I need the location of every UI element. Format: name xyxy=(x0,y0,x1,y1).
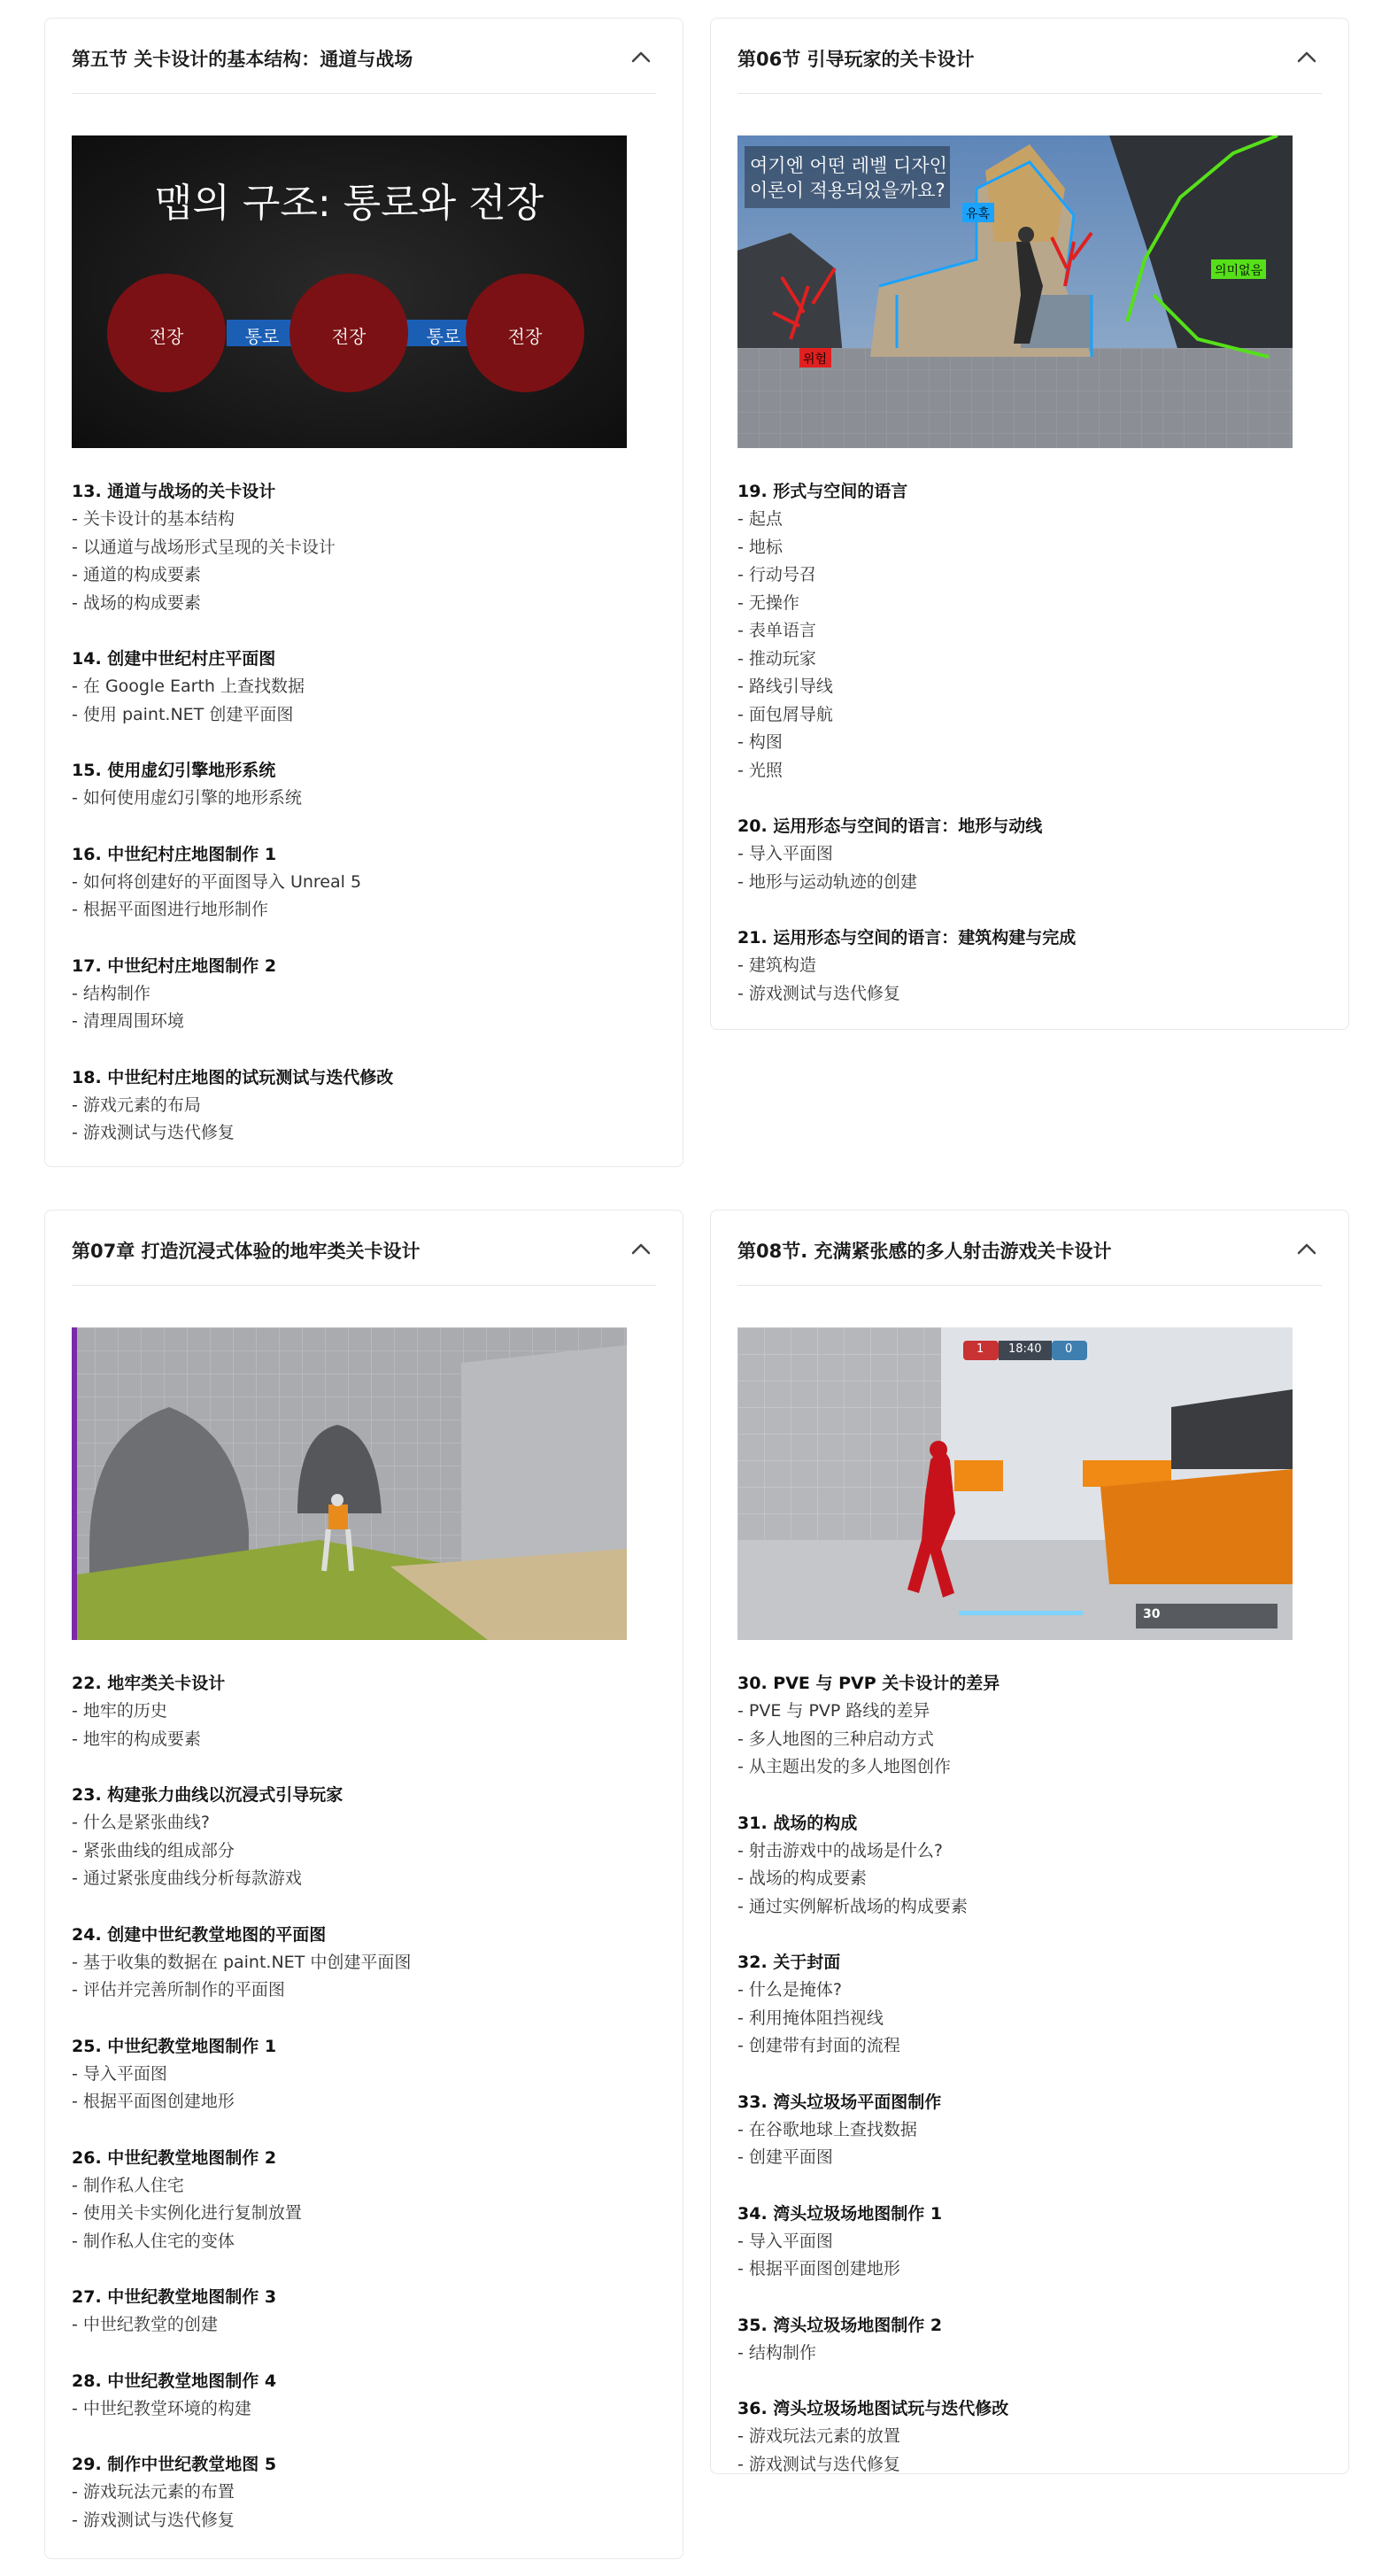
lesson-topic: - 游戏测试与迭代修复 xyxy=(737,2451,1322,2479)
lesson-topic: - 什么是掩体? xyxy=(737,1976,1322,2005)
lesson-topic: - 通过实例解析战场的构成要素 xyxy=(737,1893,1322,1922)
lesson-title[interactable]: 14. 创建中世纪村庄平面图 xyxy=(72,649,276,669)
lesson-block xyxy=(72,1922,656,2005)
lesson-topic: - 表单语言 xyxy=(737,617,1322,646)
lesson-topic: - 导入平面图 xyxy=(737,840,1322,869)
lesson-topic: - 地标 xyxy=(737,534,1322,562)
thumb-heading: 맵의 구조: 통로와 전장 xyxy=(154,181,544,226)
chevron-up-icon[interactable] xyxy=(1292,1234,1322,1264)
lesson-topic: - 在谷歌地球上查找数据 xyxy=(737,2116,1322,2145)
lesson-title[interactable]: 25. 中世纪教堂地图制作 1 xyxy=(72,2036,277,2056)
lesson-title[interactable]: 20. 运用形态与空间的语言：地形与动线 xyxy=(737,816,1043,836)
lesson-topic: - 什么是紧张曲线? xyxy=(72,1809,656,1837)
lesson-topic: - 使用关卡实例化进行复制放置 xyxy=(72,2200,656,2228)
lesson-topic: - 创建平面图 xyxy=(737,2144,1322,2172)
section-title: 第五节 关卡设计的基本结构：通道与战场 xyxy=(72,49,413,70)
chevron-up-icon[interactable] xyxy=(1292,42,1322,72)
lesson-title[interactable]: 17. 中世纪村庄地图制作 2 xyxy=(72,955,277,976)
lesson-topic: - 通道的构成要素 xyxy=(72,561,656,590)
lesson-topic: - 如何将创建好的平面图导入 Unreal 5 xyxy=(72,869,656,897)
lesson-block xyxy=(72,1670,656,1753)
section-thumbnail xyxy=(72,135,627,448)
lesson-list xyxy=(737,1670,1322,2479)
lesson-block xyxy=(72,953,656,1036)
tag-lure: 유혹 xyxy=(966,207,991,221)
lesson-topic: - 结构制作 xyxy=(737,2340,1322,2368)
lesson-topic: - 从主题出发的多人地图创作 xyxy=(737,1753,1322,1782)
lesson-title[interactable]: 33. 湾头垃圾场平面图制作 xyxy=(737,2092,942,2112)
lesson-block xyxy=(737,813,1322,896)
lesson-block xyxy=(737,1949,1322,2061)
lesson-topic: - 地牢的历史 xyxy=(72,1698,656,1726)
chevron-up-icon[interactable] xyxy=(626,1234,656,1264)
lesson-topic: - 关卡设计的基本结构 xyxy=(72,506,656,534)
lesson-block xyxy=(737,2395,1322,2479)
lesson-title[interactable]: 18. 中世纪村庄地图的试玩测试与迭代修改 xyxy=(72,1067,394,1087)
lesson-topic: - 紧张曲线的组成部分 xyxy=(72,1837,656,1866)
section-header[interactable] xyxy=(737,19,1322,94)
lesson-topic: - 战场的构成要素 xyxy=(737,1865,1322,1893)
lesson-topic: - 制作私人住宅的变体 xyxy=(72,2228,656,2256)
section-header[interactable] xyxy=(72,19,656,94)
lesson-title[interactable]: 28. 中世纪教堂地图制作 4 xyxy=(72,2371,277,2391)
lesson-block xyxy=(72,478,656,617)
lesson-block xyxy=(72,841,656,924)
tag-meaningless: 의미없음 xyxy=(1215,264,1263,278)
lesson-topic: - 战场的构成要素 xyxy=(72,590,656,618)
lesson-list xyxy=(737,478,1322,1008)
lesson-block xyxy=(72,2284,656,2340)
lesson-block xyxy=(72,1064,656,1148)
lesson-topic: - 通过紧张度曲线分析每款游戏 xyxy=(72,1865,656,1893)
lesson-block xyxy=(737,924,1322,1008)
section-card-8 xyxy=(710,1210,1349,2474)
lesson-block xyxy=(72,1782,656,1893)
lesson-title[interactable]: 30. PVE 与 PVP 关卡设计的差异 xyxy=(737,1674,1000,1693)
section-thumbnail xyxy=(72,1327,627,1640)
lesson-block xyxy=(72,646,656,729)
lesson-topic: - 路线引导线 xyxy=(737,673,1322,701)
lesson-topic: - 多人地图的三种启动方式 xyxy=(737,1726,1322,1754)
lesson-block xyxy=(72,2451,656,2534)
ammo-count: 30 xyxy=(1143,1607,1161,1621)
lesson-topic: - 根据平面图创建地形 xyxy=(72,2088,656,2116)
lesson-topic: - 结构制作 xyxy=(72,980,656,1009)
lesson-title[interactable]: 15. 使用虚幻引擎地形系统 xyxy=(72,761,276,780)
lesson-topic: - 创建带有封面的流程 xyxy=(737,2032,1322,2061)
lesson-topic: - 基于收集的数据在 paint.NET 中创建平面图 xyxy=(72,1949,656,1977)
lesson-block xyxy=(737,1810,1322,1922)
lesson-topic: - 利用掩体阻挡视线 xyxy=(737,2005,1322,2033)
thumb-line-2: 이론이 적용되었을까요? xyxy=(750,180,946,201)
lesson-title[interactable]: 32. 关于封面 xyxy=(737,1953,841,1972)
passage-label: 통로 xyxy=(244,326,280,347)
battle-label: 전장 xyxy=(331,326,367,347)
lesson-topic: - 行动号召 xyxy=(737,561,1322,590)
lesson-topic: - 制作私人住宅 xyxy=(72,2172,656,2201)
lesson-title[interactable]: 23. 构建张力曲线以沉浸式引导玩家 xyxy=(72,1785,344,1805)
lesson-block xyxy=(737,1670,1322,1782)
lesson-topic: - 构图 xyxy=(737,729,1322,757)
lesson-topic: - PVE 与 PVP 路线的差异 xyxy=(737,1698,1322,1726)
section-header[interactable] xyxy=(72,1211,656,1286)
lesson-block xyxy=(72,2033,656,2116)
battle-label: 전장 xyxy=(149,326,184,347)
battle-label: 전장 xyxy=(507,326,543,347)
lesson-block xyxy=(72,2368,656,2424)
lesson-block xyxy=(737,2312,1322,2368)
lesson-title[interactable]: 34. 湾头垃圾场地图制作 1 xyxy=(737,2203,943,2224)
section-title: 第06节 引导玩家的关卡设计 xyxy=(737,49,975,70)
section-card-5 xyxy=(44,18,683,1167)
lesson-topic: - 如何使用虚幻引擎的地形系统 xyxy=(72,785,656,813)
lesson-block xyxy=(737,478,1322,785)
lesson-title[interactable]: 13. 通道与战场的关卡设计 xyxy=(72,482,276,501)
lesson-title[interactable]: 16. 中世纪村庄地图制作 1 xyxy=(72,844,277,864)
section-header[interactable] xyxy=(737,1211,1322,1286)
lesson-title[interactable]: 22. 地牢类关卡设计 xyxy=(72,1674,226,1693)
lesson-topic: - 起点 xyxy=(737,506,1322,534)
lesson-topic: - 在 Google Earth 上查找数据 xyxy=(72,673,656,701)
lesson-topic: - 游戏元素的布局 xyxy=(72,1092,656,1120)
lesson-topic: - 根据平面图创建地形 xyxy=(737,2255,1322,2284)
section-title: 第08节. 充满紧张感的多人射击游戏关卡设计 xyxy=(737,1241,1112,1262)
lesson-topic: - 推动玩家 xyxy=(737,646,1322,674)
lesson-topic: - 建筑构造 xyxy=(737,952,1322,980)
lesson-topic: - 面包屑导航 xyxy=(737,701,1322,730)
section-title: 第07章 打造沉浸式体验的地牢类关卡设计 xyxy=(72,1241,421,1262)
lesson-topic: - 使用 paint.NET 创建平面图 xyxy=(72,701,656,730)
lesson-topic: - 地形与运动轨迹的创建 xyxy=(737,869,1322,897)
lesson-title[interactable]: 29. 制作中世纪教堂地图 5 xyxy=(72,2455,277,2474)
chevron-up-icon[interactable] xyxy=(626,42,656,72)
lesson-topic: - 光照 xyxy=(737,757,1322,785)
lesson-topic: - 游戏玩法元素的布置 xyxy=(72,2479,656,2507)
lesson-topic: - 游戏测试与迭代修复 xyxy=(72,1119,656,1148)
lesson-block xyxy=(737,2201,1322,2284)
lesson-title[interactable]: 19. 形式与空间的语言 xyxy=(737,482,908,501)
lesson-topic: - 游戏玩法元素的放置 xyxy=(737,2423,1322,2451)
lesson-title[interactable]: 26. 中世纪教堂地图制作 2 xyxy=(72,2147,277,2168)
lesson-topic: - 评估并完善所制作的平面图 xyxy=(72,1976,656,2005)
passage-label: 통로 xyxy=(426,326,461,347)
lesson-block xyxy=(72,2145,656,2256)
lesson-topic: - 导入平面图 xyxy=(72,2061,656,2089)
lesson-block xyxy=(737,2089,1322,2172)
lesson-block xyxy=(72,757,656,813)
lesson-list xyxy=(72,478,656,1148)
lesson-topic: - 根据平面图进行地形制作 xyxy=(72,896,656,924)
section-thumbnail xyxy=(737,1327,1293,1640)
match-timer: 18:40 xyxy=(1008,1342,1042,1356)
score-left: 1 xyxy=(976,1342,984,1356)
lesson-topic: - 中世纪教堂的创建 xyxy=(72,2311,656,2340)
lesson-title[interactable]: 36. 湾头垃圾场地图试玩与迭代修改 xyxy=(737,2399,1009,2418)
section-card-6 xyxy=(710,18,1349,1030)
lesson-topic: - 以通道与战场形式呈现的关卡设计 xyxy=(72,534,656,562)
section-thumbnail xyxy=(737,135,1293,448)
lesson-topic: - 射击游戏中的战场是什么? xyxy=(737,1837,1322,1866)
lesson-list xyxy=(72,1670,656,2534)
tag-danger: 위험 xyxy=(803,352,828,367)
thumb-line-1: 여기엔 어떤 레벨 디자인 xyxy=(750,155,947,176)
lesson-title[interactable]: 31. 战场的构成 xyxy=(737,1813,858,1833)
lesson-topic: - 中世纪教堂环境的构建 xyxy=(72,2395,656,2424)
lesson-title[interactable]: 35. 湾头垃圾场地图制作 2 xyxy=(737,2315,943,2335)
lesson-topic: - 清理周围环境 xyxy=(72,1008,656,1036)
lesson-title[interactable]: 24. 创建中世纪教堂地图的平面图 xyxy=(72,1924,327,1945)
lesson-topic: - 游戏测试与迭代修复 xyxy=(737,980,1322,1009)
lesson-topic: - 地牢的构成要素 xyxy=(72,1726,656,1754)
lesson-title[interactable]: 27. 中世纪教堂地图制作 3 xyxy=(72,2287,277,2307)
lesson-title[interactable]: 21. 运用形态与空间的语言：建筑构建与完成 xyxy=(737,928,1077,948)
lesson-topic: - 导入平面图 xyxy=(737,2228,1322,2256)
lesson-topic: - 游戏测试与迭代修复 xyxy=(72,2507,656,2535)
lesson-topic: - 无操作 xyxy=(737,590,1322,618)
score-right: 0 xyxy=(1065,1342,1073,1356)
section-card-7 xyxy=(44,1210,683,2559)
